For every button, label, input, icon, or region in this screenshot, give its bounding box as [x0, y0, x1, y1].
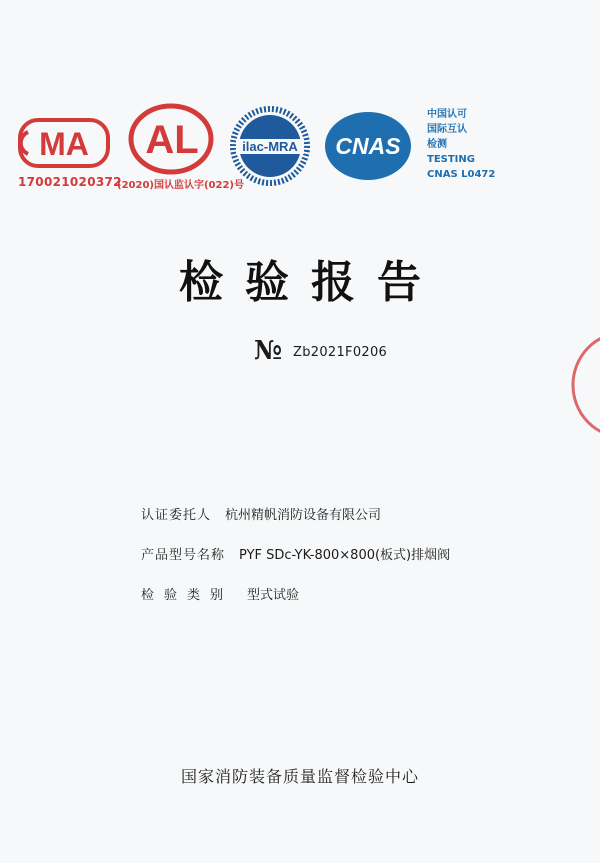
- svg-text:CNAS: CNAS: [335, 133, 401, 159]
- report-number: Zb2021F0206: [293, 345, 388, 360]
- svg-text:MA: MA: [39, 126, 89, 162]
- cma-logo: [18, 118, 110, 168]
- cal-logo: [126, 102, 216, 177]
- recognition-text: [427, 107, 495, 182]
- field-label: 检验类别: [141, 588, 234, 603]
- field-category: [141, 584, 299, 603]
- cal-code: (2020)国认监认字(022)号: [117, 180, 244, 191]
- svg-text:AL: AL: [145, 118, 199, 162]
- recognition-line: 检测: [427, 139, 447, 150]
- field-client: [141, 504, 381, 523]
- report-title: 检验报告: [179, 257, 443, 308]
- number-symbol: №: [254, 336, 283, 366]
- recognition-line: TESTING: [427, 154, 475, 165]
- field-label: 认证委托人: [141, 508, 212, 523]
- seal-stamp: [568, 330, 600, 440]
- svg-text:ilac-MRA: ilac-MRA: [242, 139, 298, 154]
- recognition-line: 中国认可: [427, 109, 467, 120]
- field-product: [141, 544, 450, 563]
- field-value: PYF SDc-YK-800×800(板式)排烟阀: [239, 548, 451, 563]
- ilac-mra-logo: [226, 106, 314, 186]
- recognition-line: CNAS L0472: [427, 169, 496, 180]
- issuer: 国家消防装备质量监督检验中心: [180, 767, 419, 786]
- field-value: 杭州精帆消防设备有限公司: [225, 508, 382, 523]
- field-value: 型式试验: [247, 588, 300, 603]
- recognition-line: 国际互认: [427, 124, 467, 135]
- cma-code: 170021020372: [18, 175, 122, 189]
- cnas-logo: [322, 108, 414, 184]
- field-label: 产品型号名称: [141, 548, 226, 563]
